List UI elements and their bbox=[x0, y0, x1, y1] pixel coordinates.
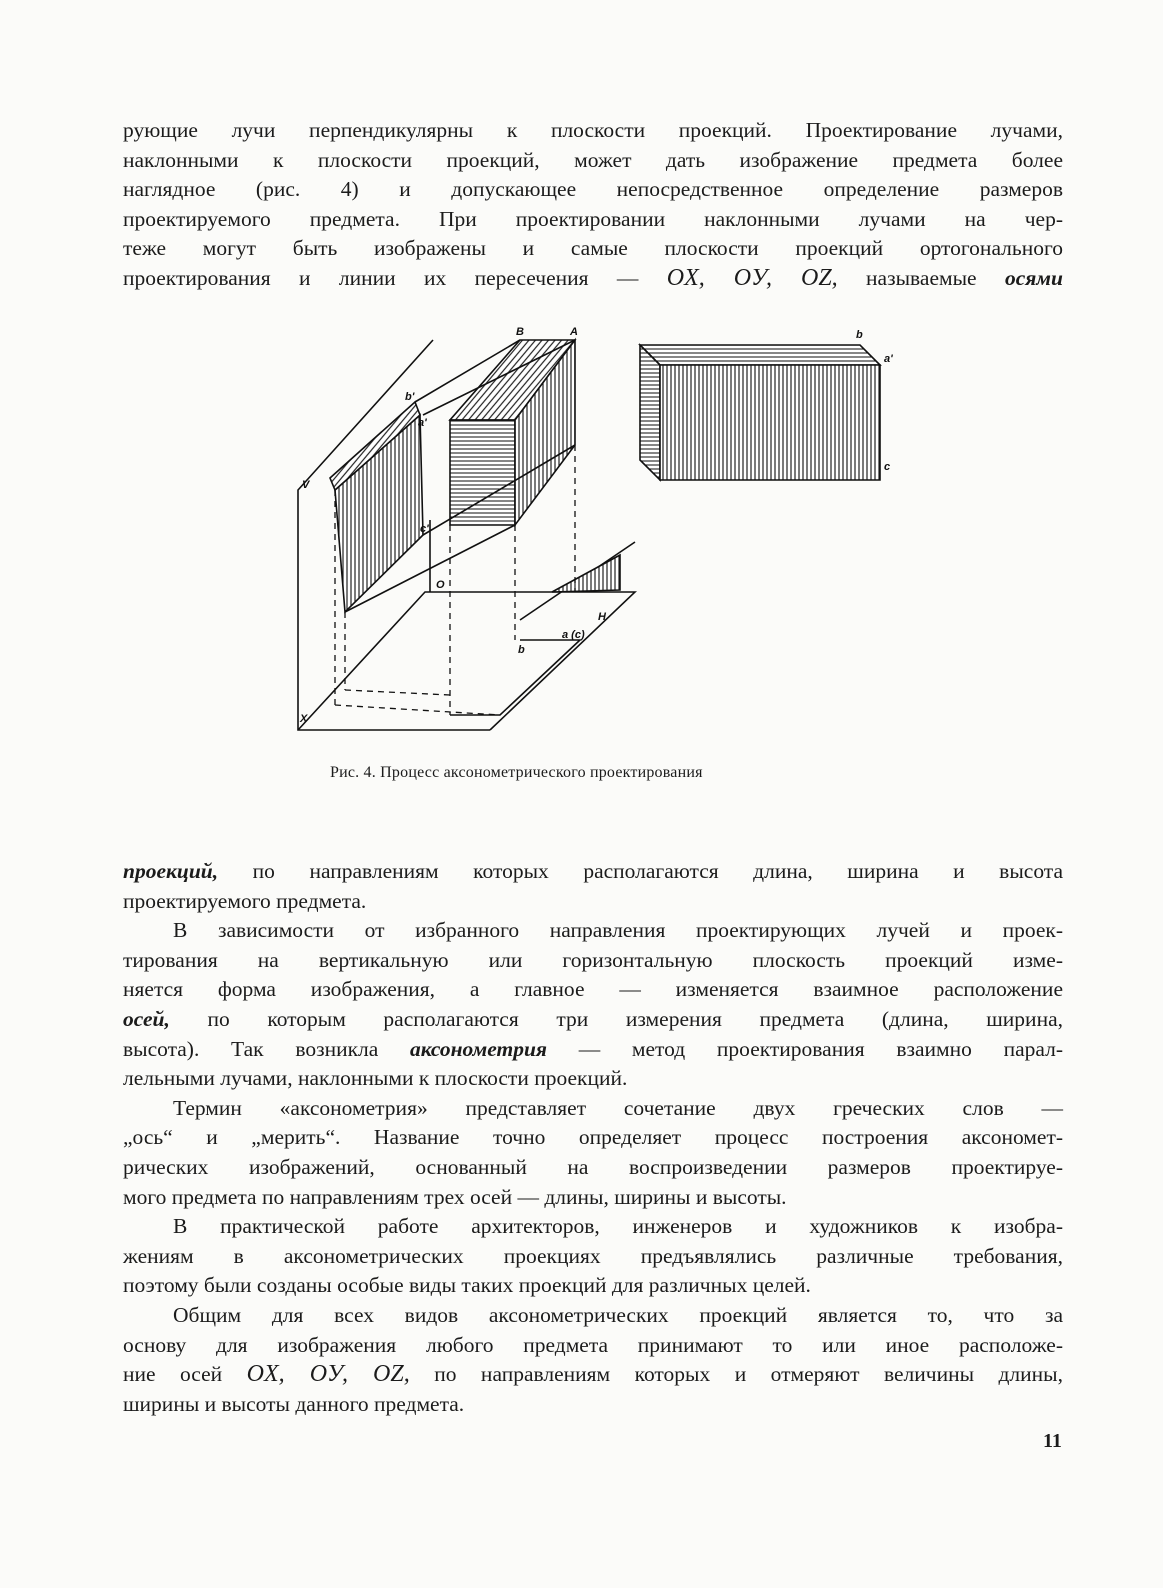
text-fragment: называемые bbox=[837, 265, 1005, 290]
label-b: b bbox=[518, 644, 525, 656]
box-left bbox=[640, 345, 660, 480]
label-X: X bbox=[300, 713, 308, 725]
text-line: няется форма изображения, а главное — изменяется взаимное расположение bbox=[123, 977, 1063, 1002]
text-line: тирования на вертикальную или горизонтальную плоскость проекций изме- bbox=[123, 947, 1063, 972]
label-B: B bbox=[516, 326, 524, 338]
text-line: мого предмета по направлениям трех осей — длины, ширины и высоты. bbox=[123, 1184, 787, 1209]
projection-diagram bbox=[298, 340, 635, 730]
text-fragment: ние осей bbox=[123, 1362, 247, 1387]
label-c-prime: c' bbox=[420, 523, 429, 535]
bottom-text bbox=[123, 857, 1063, 1419]
horizontal-plane bbox=[298, 592, 635, 730]
text-fragment: по направлениям которых и отмеряют величины длины, bbox=[409, 1362, 1063, 1387]
box-top bbox=[640, 345, 880, 365]
label-right-b: b bbox=[856, 329, 863, 341]
axonometric-figure bbox=[290, 320, 910, 750]
text-line bbox=[123, 1005, 1063, 1035]
box-front bbox=[660, 365, 880, 480]
object-front bbox=[450, 420, 515, 525]
text-line: Термин «аксонометрия» представляет сочетание двух греческих слов — bbox=[173, 1095, 1063, 1120]
axes-names: OX, OУ, OZ, bbox=[666, 264, 838, 291]
label-a-c: a (c) bbox=[562, 629, 585, 641]
label-b-prime: b' bbox=[405, 391, 415, 403]
label-V: V bbox=[302, 479, 310, 491]
text-fragment: по направлениям которых располагаются длина, ширина и высота bbox=[218, 859, 1063, 883]
text-line: В практической работе архитекторов, инженеров и художников к изобра- bbox=[173, 1214, 1063, 1239]
text-line: наклонными к плоскости проекций, может дать изображение предмета более bbox=[123, 147, 1063, 172]
label-right-c: c bbox=[884, 461, 891, 473]
text-fragment: высота). Так возникла bbox=[123, 1036, 411, 1061]
italic-term: осей, bbox=[123, 1006, 170, 1031]
text-line bbox=[123, 264, 1063, 294]
page-number: 11 bbox=[1043, 1430, 1062, 1452]
text-line: „ось“ и „мерить“. Название точно определяет процесс построения аксономет- bbox=[123, 1125, 1063, 1150]
text-line: лельными лучами, наклонными к плоскости проекций. bbox=[123, 1066, 628, 1091]
label-a-prime: a' bbox=[418, 417, 427, 429]
text-line: рических изображений, основанный на воспроизведении размеров проектируе- bbox=[123, 1154, 1063, 1179]
text-line: поэтому были созданы особые виды таких проекций для различных целей. bbox=[123, 1273, 811, 1298]
text-line: основу для изображения любого предмета принимают то или иное расположе- bbox=[123, 1332, 1063, 1357]
right-box-view bbox=[640, 345, 880, 480]
dashed-line bbox=[335, 705, 500, 715]
text-fragment: по которым располагаются три измерения предмета (длина, ширина, bbox=[169, 1006, 1063, 1031]
italic-term: проекций, bbox=[123, 859, 219, 883]
text-line: ширины и высоты данного предмета. bbox=[123, 1391, 465, 1416]
label-O: O bbox=[436, 579, 445, 591]
text-line bbox=[123, 1035, 1063, 1065]
label-right-a-prime: a' bbox=[884, 353, 893, 365]
axes-names: OX, OУ, OZ, bbox=[246, 1361, 410, 1388]
figure-caption: Рис. 4. Процесс аксонометрического проектирования bbox=[330, 764, 703, 781]
text-line: рующие лучи перпендикулярны к плоскости проекций. Проектирование лучами, bbox=[123, 118, 1063, 142]
text-line: проектируемого предмета. При проектировании наклонными лучами на чер- bbox=[123, 206, 1063, 231]
text-line: Общим для всех видов аксонометрических проекций является то, что за bbox=[173, 1302, 1063, 1327]
text-line: жениям в аксонометрических проекциях предъявлялись различные требования, bbox=[123, 1243, 1063, 1268]
dashed-line bbox=[345, 690, 450, 695]
ray-wedge bbox=[552, 555, 620, 592]
text-line: теже могут быть изображены и самые плоскости проекций ортогонального bbox=[123, 236, 1063, 261]
italic-term: аксонометрия bbox=[410, 1036, 547, 1061]
text-line: наглядное (рис. 4) и допускающее непосредственное определение размеров bbox=[123, 177, 1063, 202]
text-line bbox=[123, 1360, 1063, 1390]
label-H: H bbox=[598, 611, 606, 623]
text-line: проектируемого предмета. bbox=[123, 888, 367, 913]
text-fragment: проектирования и линии их пересечения — bbox=[123, 265, 667, 290]
text-line: В зависимости от избранного направления проектирующих лучей и проек- bbox=[173, 918, 1063, 943]
top-paragraph bbox=[123, 116, 1063, 294]
footprint bbox=[450, 640, 580, 715]
text-fragment: — метод проектирования взаимно парал- bbox=[546, 1036, 1063, 1061]
text-line bbox=[123, 857, 1063, 887]
italic-term: осями bbox=[1004, 265, 1063, 290]
label-A: A bbox=[570, 326, 578, 338]
